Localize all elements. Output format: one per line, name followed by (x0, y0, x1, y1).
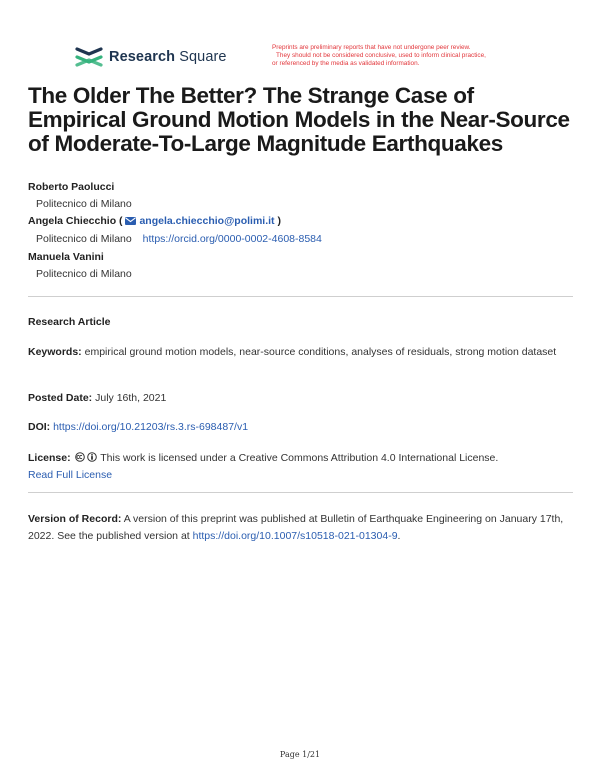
title-line: The Older The Better? The Strange Case of (28, 83, 474, 108)
doi (28, 419, 573, 436)
research-square-logo-icon (75, 46, 103, 68)
author-affiliation-row (36, 233, 322, 245)
keywords-label: Keywords: (28, 346, 82, 358)
author-affiliation: Politecnico di Milano (36, 198, 132, 210)
author-name: Manuela Vanini (28, 251, 104, 263)
version-of-record (28, 511, 573, 545)
posted-label: Posted Date: (28, 392, 93, 404)
research-square-logo[interactable] (75, 46, 227, 68)
divider (28, 296, 573, 297)
doi-link[interactable]: https://doi.org/10.21203/rs.3.rs-698487/v1 (53, 421, 249, 433)
license-label: License: (28, 452, 71, 464)
divider (28, 492, 573, 493)
keywords (28, 344, 573, 361)
attribution-icon (87, 452, 97, 462)
title-line: Empirical Ground Motion Models in the Near-Source (28, 107, 570, 132)
notice-line: or referenced by the media as validated information. (272, 60, 420, 68)
author-email-link[interactable] (125, 215, 277, 227)
posted-date (28, 390, 573, 407)
notice-line: Preprints are preliminary reports that have not undergone peer review. (272, 44, 471, 51)
posted-value: July 16th, 2021 (95, 392, 167, 404)
notice-line: They should not be considered conclusive, used to inform clinical practice, (276, 52, 486, 60)
read-full-license-link[interactable]: Read Full License (28, 469, 113, 481)
author-name-with-email: Angela Chiecchio ( angela.chiecchio@polimi.it ) (28, 215, 281, 227)
version-label: Version of Record: (28, 513, 122, 525)
author-affiliation: Politecnico di Milano (36, 233, 132, 245)
doi-label: DOI: (28, 421, 51, 433)
orcid-link[interactable]: https://orcid.org/0000-0002-4608-8584 (142, 233, 322, 245)
author-email: angela.chiecchio@polimi.it (139, 215, 275, 227)
article-type: Research Article (28, 316, 111, 328)
license-text: This work is licensed under a Creative Commons Attribution 4.0 International License. (100, 452, 499, 464)
version-text: A version of this preprint was published at Bulletin of Earthquake Engineering on January 17th, 2022. See the published version at (28, 513, 564, 542)
title-line: of Moderate-To-Large Magnitude Earthquakes (28, 131, 503, 156)
keywords-value: empirical ground motion models, near-source conditions, analyses of residuals, strong motion dataset (84, 346, 557, 358)
envelope-icon (125, 217, 136, 225)
creative-commons-icon (75, 452, 85, 462)
author-affiliation: Politecnico di Milano (36, 268, 132, 280)
author-name: Roberto Paolucci (28, 181, 115, 193)
license (28, 450, 573, 484)
author-name: Angela Chiecchio (28, 215, 117, 227)
version-doi-link[interactable]: https://doi.org/10.1007/s10518-021-01304-9 (192, 530, 398, 542)
version-end: . (397, 530, 401, 542)
page-number: Page 1/21 (279, 750, 321, 759)
logo-text: Research Square (109, 49, 227, 65)
paper-title (28, 84, 578, 156)
preprint-notice (272, 44, 542, 69)
